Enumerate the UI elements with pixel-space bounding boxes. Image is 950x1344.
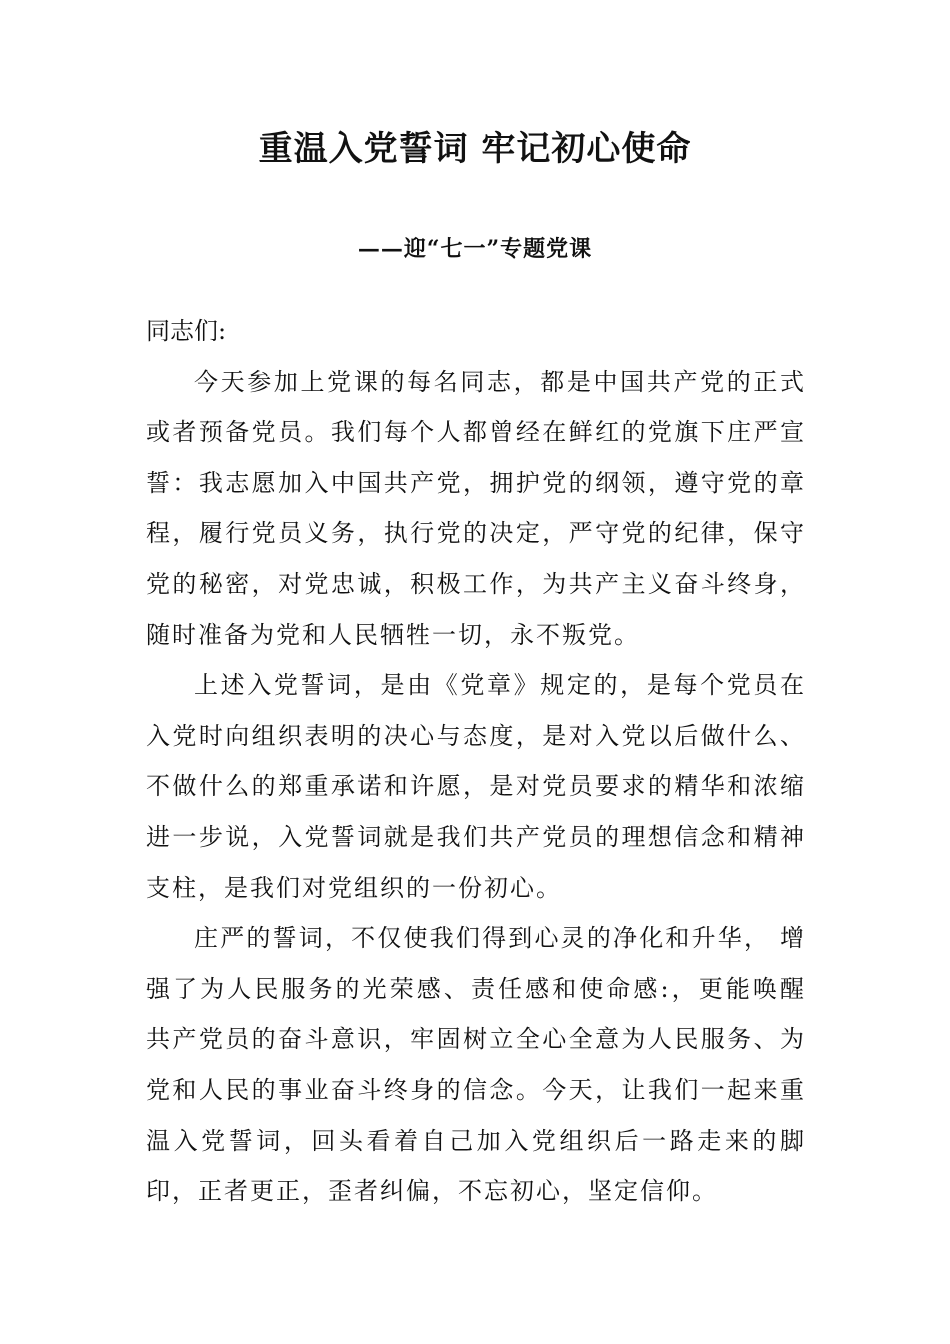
- paragraph: 上述入党誓词，是由《党章》规定的，是每个党员在入党时向组织表明的决心与态度，是对入党以后做什么、不做什么的郑重承诺和许愿，是对党员要求的精华和浓缩进一步说，入党誓词就是我们共产党员的理想信念和精神支柱，是我们对党组织的一份初心。: [146, 671, 806, 902]
- salutation: 同志们:: [146, 317, 227, 345]
- paragraph: 今天参加上党课的每名同志，都是中国共产党的正式或者预备党员。我们每个人都曾经在鲜红的党旗下庄严宣誓：我志愿加入中国共产党，拥护党的纲领，遵守党的章程，履行党员义务，执行党的决定，严守党的纪律，保守党的秘密，对党忠诚，积极工作，为共产主义奋斗终身，随时准备为党和人民牺牲一切，永不叛党。: [146, 367, 806, 649]
- paragraph: 庄严的誓词，不仅使我们得到心灵的净化和升华， 增强了为人民服务的光荣感、责任感和使命感:，更能唤醒共产党员的奋斗意识，牢固树立全心全意为人民服务、为党和人民的事业奋斗终身的信念。今天，让我们一起来重温入党誓词，回头看着自己加入党组织后一路走来的脚印，正者更正，歪者纠偏，不忘初心，坚定信仰。: [146, 924, 806, 1206]
- document-subtitle: ——迎“七一”专题党课: [357, 236, 593, 262]
- document-title: 重温入党誓词 牢记初心使命: [258, 129, 692, 169]
- document-body: [146, 306, 806, 1217]
